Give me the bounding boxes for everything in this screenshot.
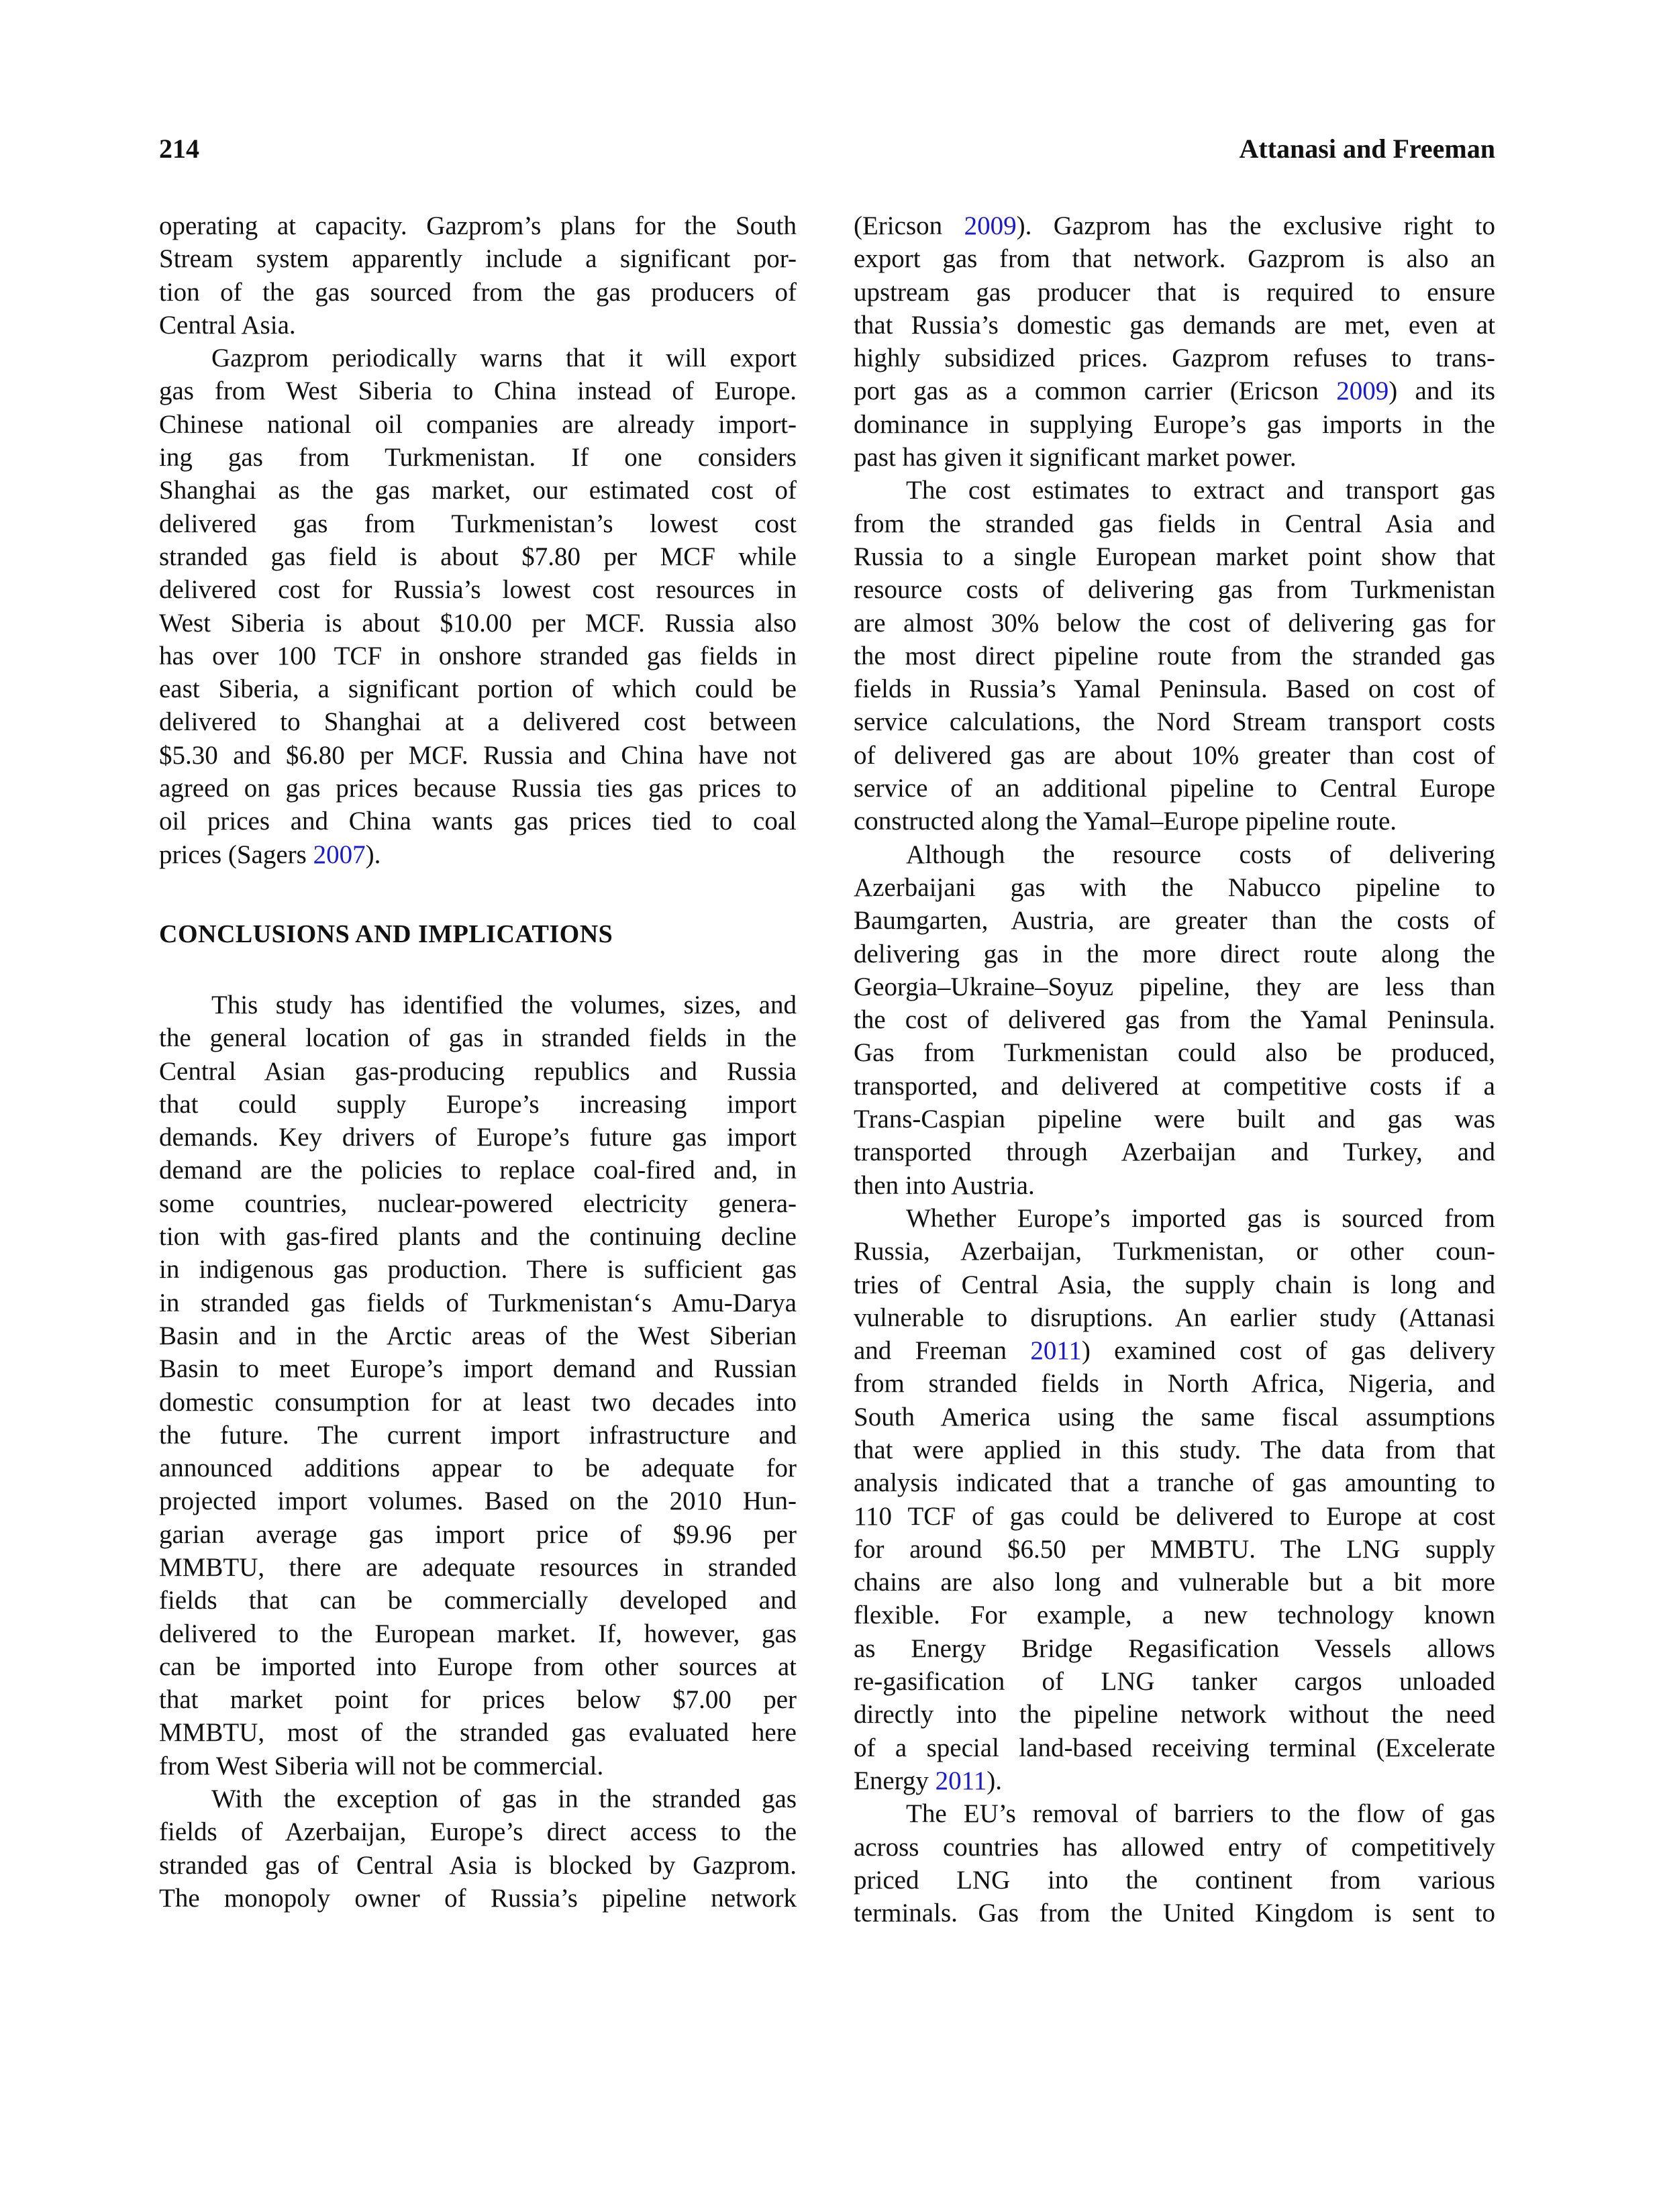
text-line: prices (Sagers 2007). [159, 840, 381, 869]
text-line: The EU’s removal of barriers to the flow of gas [906, 1799, 1495, 1829]
paragraph-south-stream-end [159, 209, 797, 342]
text-line: of a special land-based receiving terminal (Excelerate [854, 1733, 1495, 1762]
text-line: then into Austria. [854, 1170, 1035, 1200]
paragraph-cost-estimates [854, 474, 1495, 838]
page-number: 214 [159, 134, 199, 164]
paragraph-gazprom-china [159, 342, 797, 871]
text-line: resource costs of delivering gas from Turkmenistan [854, 575, 1495, 605]
right-column [854, 209, 1495, 1929]
text-line: transported through Azerbaijan and Turkey, and [854, 1138, 1495, 1167]
text-line: past has given it significant market power. [854, 443, 1297, 472]
text-line: some countries, nuclear-powered electricity genera- [159, 1189, 797, 1218]
text-line: Central Asian gas-producing republics and Russia [159, 1056, 797, 1086]
text-line: has over 100 TCF in onshore stranded gas fields in [159, 641, 797, 670]
text-line: This study has identified the volumes, sizes, and [211, 990, 797, 1019]
citation-link-excelerate-2011[interactable]: 2011 [935, 1766, 987, 1795]
text-line: directly into the pipeline network without the need [854, 1700, 1495, 1729]
text-line: fields of Azerbaijan, Europe’s direct access to the [159, 1817, 797, 1847]
text-line: Baumgarten, Austria, are greater than the costs of [854, 906, 1495, 936]
text-line: The cost estimates to extract and transport gas [906, 476, 1495, 505]
text-line: fields that can be commercially developed and [159, 1586, 797, 1615]
text-line: service of an additional pipeline to Central Europe [854, 774, 1495, 803]
text-line: delivering gas in the more direct route along the [854, 939, 1495, 968]
text-line: demand are the policies to replace coal-fired and, in [159, 1156, 797, 1185]
text-line: Central Asia. [159, 310, 296, 340]
text-line: the future. The current import infrastructure and [159, 1420, 797, 1450]
text-line: Basin to meet Europe’s import demand and Russian [159, 1354, 797, 1384]
text-line: agreed on gas prices because Russia ties gas prices to [159, 774, 797, 803]
text-line: Chinese national oil companies are already import- [159, 409, 797, 439]
text-line: West Siberia is about $10.00 per MCF. Russia also [159, 608, 797, 638]
text-line: Trans-Caspian pipeline were built and gas was [854, 1105, 1495, 1134]
text-line: projected import volumes. Based on the 2010 Hun- [159, 1487, 797, 1516]
text-line: vulnerable to disruptions. An earlier study (Attanasi [854, 1303, 1495, 1332]
text-line: South America using the same fiscal assumptions [854, 1402, 1495, 1431]
text-line: delivered to the European market. If, however, gas [159, 1619, 797, 1648]
text-line: Energy 2011). [854, 1766, 1002, 1795]
text-line: re-gasification of LNG tanker cargos unloaded [854, 1667, 1495, 1697]
text-line: transported, and delivered at competitive costs if a [854, 1071, 1495, 1101]
text-line: delivered to Shanghai at a delivered cost between [159, 707, 797, 737]
text-line: the most direct pipeline route from the stranded gas [854, 641, 1495, 670]
text-line: fields in Russia’s Yamal Peninsula. Based on cost of [854, 674, 1495, 704]
text-line: can be imported into Europe from other sources at [159, 1652, 797, 1681]
text-line: delivered cost for Russia’s lowest cost resources in [159, 575, 797, 605]
text-line: demands. Key drivers of Europe’s future gas import [159, 1123, 797, 1152]
text-line: port gas as a common carrier (Ericson 2009) and its [854, 376, 1495, 406]
text-line: Shanghai as the gas market, our estimated cost of [159, 476, 797, 505]
left-column [159, 209, 797, 1915]
text-line: tion of the gas sourced from the gas producers of [159, 277, 797, 307]
text-line: in stranded gas fields of Turkmenistan‘s Amu-Darya [159, 1288, 797, 1317]
text-line: (Ericson 2009). Gazprom has the exclusive right to [854, 211, 1496, 240]
text-line: stranded gas field is about $7.80 per MCF while [159, 542, 797, 571]
text-line: Georgia–Ukraine–Soyuz pipeline, they are less than [854, 972, 1495, 1001]
text-line: terminals. Gas from the United Kingdom is sent to [854, 1899, 1495, 1928]
text-line: operating at capacity. Gazprom’s plans for the South [159, 211, 797, 240]
text-line: analysis indicated that a tranche of gas amounting to [854, 1468, 1495, 1498]
text-line: from the stranded gas fields in Central Asia and [854, 509, 1495, 538]
text-line: chains are also long and vulnerable but a bit more [854, 1568, 1495, 1597]
text-line: MMBTU, there are adequate resources in stranded [159, 1552, 797, 1582]
text-line: Russia to a single European market point show that [854, 542, 1495, 571]
text-line: Azerbaijani gas with the Nabucco pipeline to [854, 872, 1495, 902]
text-line: ing gas from Turkmenistan. If one considers [159, 443, 797, 472]
text-line: Stream system apparently include a significant por- [159, 244, 797, 274]
text-line: in indigenous gas production. There is sufficient gas [159, 1255, 797, 1285]
text-line: priced LNG into the continent from various [854, 1865, 1495, 1895]
text-line: MMBTU, most of the stranded gas evaluated here [159, 1718, 797, 1748]
text-line: domestic consumption for at least two decades into [159, 1387, 797, 1417]
paragraph-nabucco [854, 838, 1495, 1202]
citation-link-sagers-2007[interactable]: 2007 [313, 840, 366, 869]
text-line: upstream gas producer that is required to ensure [854, 277, 1495, 307]
text-line: are almost 30% below the cost of delivering gas for [854, 608, 1495, 638]
citation-link-attanasi-freeman-2011[interactable]: 2011 [1030, 1336, 1082, 1366]
text-line: delivered gas from Turkmenistan’s lowest cost [159, 509, 797, 538]
text-line: announced additions appear to be adequate for [159, 1454, 797, 1483]
text-line: that market point for prices below $7.00 per [159, 1685, 797, 1715]
text-line: service calculations, the Nord Stream transport costs [854, 707, 1495, 737]
text-line: stranded gas of Central Asia is blocked by Gazprom. [159, 1850, 797, 1880]
text-line: Gazprom periodically warns that it will export [211, 344, 797, 373]
text-line: the general location of gas in stranded fields in the [159, 1023, 797, 1053]
text-line: With the exception of gas in the stranded gas [211, 1784, 797, 1814]
text-line: tries of Central Asia, the supply chain is long and [854, 1270, 1495, 1299]
text-line: $5.30 and $6.80 per MCF. Russia and China have not [159, 740, 797, 770]
text-line: Whether Europe’s imported gas is sourced from [906, 1203, 1495, 1233]
citation-link-ericson-2009[interactable]: 2009 [1336, 376, 1389, 406]
text-line: The monopoly owner of Russia’s pipeline network [159, 1883, 797, 1913]
paragraph-azerbaijan-access [159, 1782, 797, 1915]
text-line: of delivered gas are about 10% greater than cost of [854, 740, 1495, 770]
section-heading: CONCLUSIONS AND IMPLICATIONS [159, 919, 613, 948]
text-line: that were applied in this study. The data from that [854, 1435, 1495, 1464]
paragraph-eu-barriers [854, 1797, 1495, 1929]
paragraph-conclusions [159, 989, 797, 1782]
text-line: Gas from Turkmenistan could also be produced, [854, 1038, 1495, 1068]
text-line: Basin and in the Arctic areas of the West Siberian [159, 1321, 797, 1350]
text-line: gas from West Siberia to China instead of Europe. [159, 376, 797, 406]
text-line: the cost of delivered gas from the Yamal Peninsula. [854, 1005, 1495, 1035]
text-line: Russia, Azerbaijan, Turkmenistan, or other coun- [854, 1237, 1495, 1266]
text-line: Although the resource costs of delivering [906, 840, 1495, 869]
paragraph-supply-chain [854, 1202, 1495, 1797]
text-line: dominance in supplying Europe’s gas imports in the [854, 409, 1495, 439]
text-line: and Freeman 2011) examined cost of gas delivery [854, 1336, 1495, 1366]
text-line: constructed along the Yamal–Europe pipeline route. [854, 807, 1397, 836]
text-line: highly subsidized prices. Gazprom refuses to trans- [854, 344, 1495, 373]
text-line: that could supply Europe’s increasing import [159, 1089, 797, 1119]
text-line: export gas from that network. Gazprom is also an [854, 244, 1495, 274]
text-line: from stranded fields in North Africa, Nigeria, and [854, 1369, 1495, 1399]
text-line: from West Siberia will not be commercial. [159, 1751, 604, 1780]
text-line: 110 TCF of gas could be delivered to Europe at cost [854, 1501, 1495, 1531]
paragraph-gazprom-rights [854, 209, 1495, 474]
text-line: oil prices and China wants gas prices tied to coal [159, 807, 797, 836]
citation-link-ericson-2009[interactable]: 2009 [964, 211, 1017, 240]
text-line: garian average gas import price of $9.96 per [159, 1519, 797, 1549]
text-line: across countries has allowed entry of competitively [854, 1832, 1495, 1862]
running-head-authors: Attanasi and Freeman [1239, 134, 1495, 164]
text-line: tion with gas-fired plants and the continuing decline [159, 1222, 797, 1252]
running-head [159, 129, 1495, 169]
text-line: east Siberia, a significant portion of which could be [159, 674, 797, 704]
text-line: flexible. For example, a new technology known [854, 1601, 1495, 1630]
text-line: as Energy Bridge Regasification Vessels allows [854, 1633, 1495, 1663]
text-line: that Russia’s domestic gas demands are met, even at [854, 310, 1495, 340]
text-line: for around $6.50 per MMBTU. The LNG supply [854, 1534, 1495, 1564]
